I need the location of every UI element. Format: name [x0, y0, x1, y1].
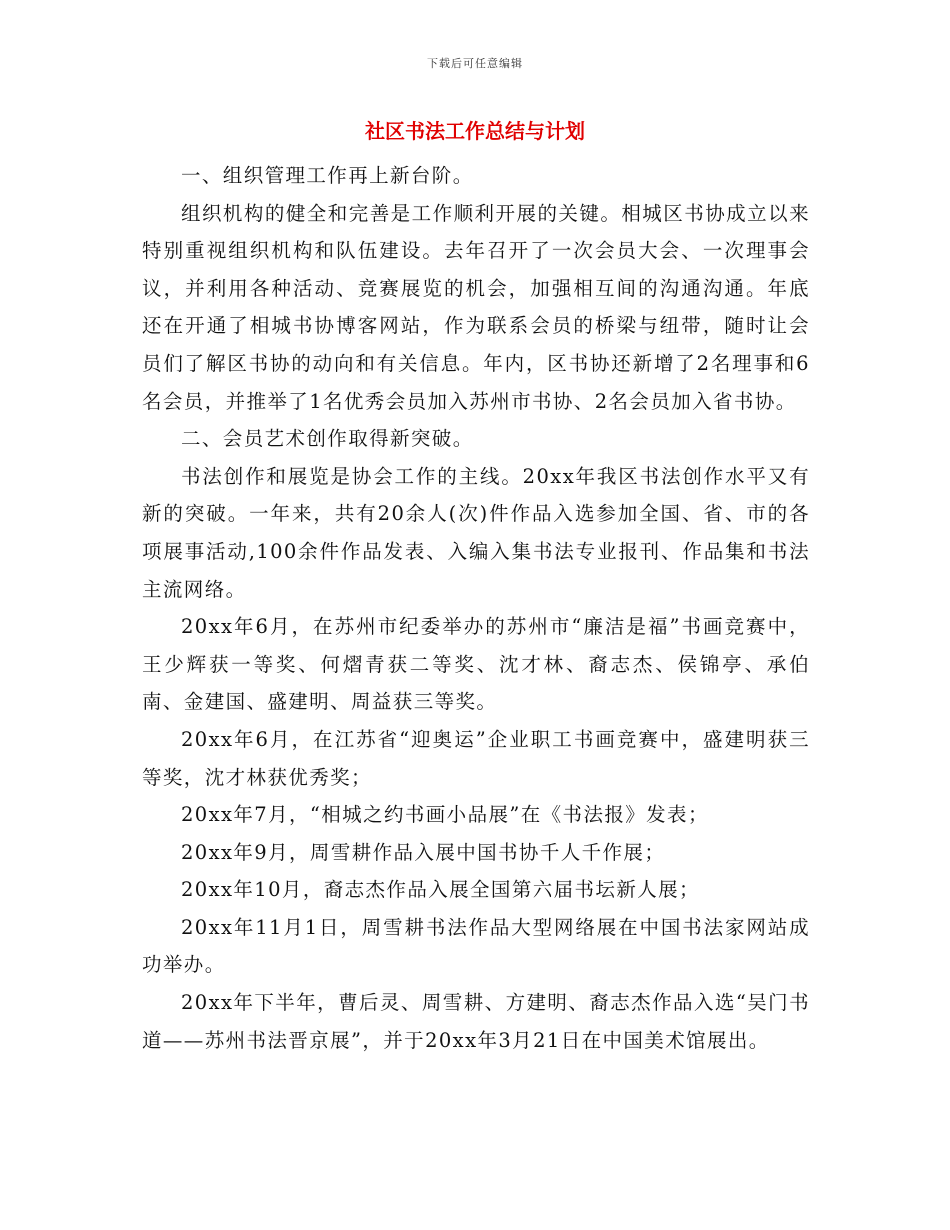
- paragraph: 20xx年11月1日，周雪耕书法作品大型网络展在中国书法家网站成功举办。: [142, 915, 810, 977]
- document-title: 社区书法工作总结与计划: [365, 119, 585, 143]
- paragraph: 20xx年7月，“相城之约书画小品展”在《书法报》发表；: [181, 803, 709, 827]
- paragraph: 书法创作和展览是协会工作的主线。20xx年我区书法创作水平又有新的突破。一年来，共有20余人(次)件作品入选参加全国、省、市的各项展事活动,100余件作品发表、入编入集书法专业报刊、作品集和书法主流网络。: [142, 464, 810, 601]
- paragraph: 20xx年6月，在江苏省“迎奥运”企业职工书画竞赛中，盛建明获三等奖，沈才林获优秀奖；: [142, 727, 810, 789]
- paragraph: 组织机构的健全和完善是工作顺利开展的关键。相城区书协成立以来特别重视组织机构和队伍建设。去年召开了一次会员大会、一次理事会议，并利用各种活动、竞赛展览的机会，加强相互间的沟通沟通。年底还在开通了相城书协博客网站，作为联系会员的桥梁与纽带，随时让会员们了解区书协的动向和有关信息。年内，区书协还新增了2名理事和6名会员，并推举了1名优秀会员加入苏州市书协、2名会员加入省书协。: [142, 201, 810, 413]
- document-body: [142, 157, 810, 1059]
- section-heading-1: 一、组织管理工作再上新台阶。: [181, 164, 474, 187]
- paragraph: 20xx年下半年，曹后灵、周雪耕、方建明、裔志杰作品入选“吴门书道——苏州书法晋京展”，并于20xx年3月21日在中国美术馆展出。: [142, 991, 810, 1052]
- paragraph: 20xx年10月，裔志杰作品入展全国第六届书坛新人展；: [181, 878, 700, 902]
- paragraph: 20xx年9月，周雪耕作品入展中国书协千人千作展；: [181, 840, 666, 864]
- section-heading-2: 二、会员艺术创作取得新突破。: [181, 427, 474, 451]
- header-note: 下载后可任意编辑: [427, 57, 523, 70]
- paragraph: 20xx年6月，在苏州市纪委举办的苏州市“廉洁是福”书画竞赛中，王少辉获一等奖、何熠青获二等奖、沈才林、裔志杰、侯锦亭、承伯南、金建国、盛建明、周益获三等奖。: [142, 615, 810, 714]
